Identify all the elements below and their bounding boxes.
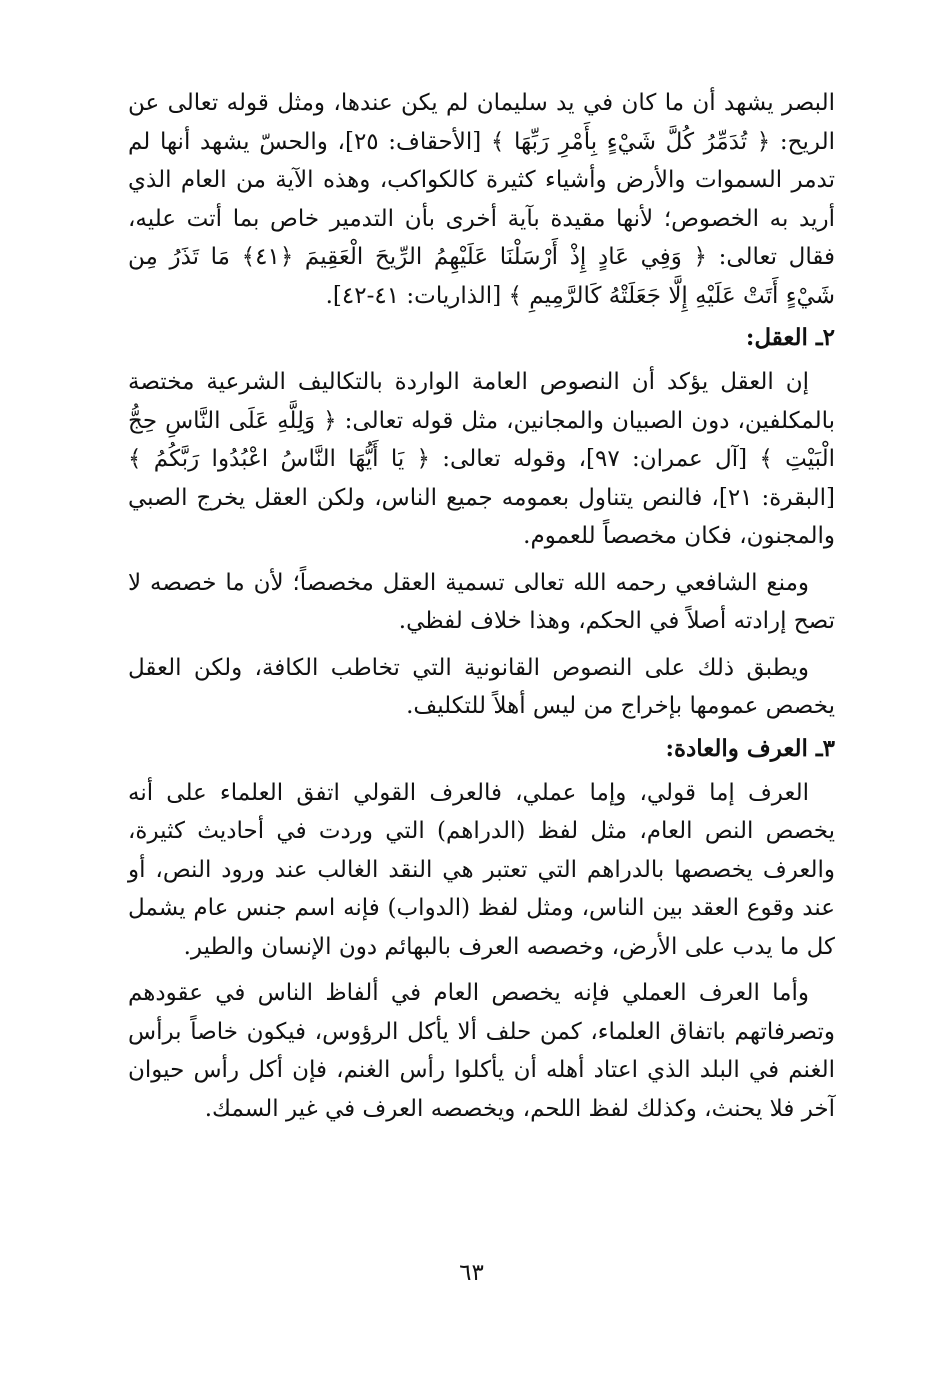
paragraph-shafii: ومنع الشافعي رحمه الله تعالى تسمية العقل مخصصاً؛ لأن ما خصصه لا تصح إرادته أصلاً في الحكم، وهذا خلاف لفظي.	[128, 569, 835, 634]
paragraph-legal-texts: ويطبق ذلك على النصوص القانونية التي تخاطب الكافة، ولكن العقل يخصص عمومها بإخراج من ليس أهلاً للتكليف.	[128, 654, 835, 719]
paragraph-gap	[128, 641, 835, 649]
paragraph-reason: إن العقل يؤكد أن النصوص العامة الواردة بالتكاليف الشرعية مختصة بالمكلفين، دون الصبيان والمجانين، مثل قوله تعالى: ﴿ وَلِلَّهِ عَلَى النَّاسِ حِجُّ الْبَيْتِ ﴾ [آل عمران: ٩٧]، وقوله تعالى: ﴿ يَا أَيُّهَا النَّاسُ اعْبُدُوا رَبَّكُمُ ﴾ [البقرة: ٢١]، فالنص يتناول بعمومه جميع الناس، ولكن العقل يخرج الصبي والمجنون، فكان مخصصاً للعموم.	[128, 369, 835, 549]
section-heading-custom: ٣ـ العرف والعادة:	[665, 734, 835, 762]
page-body	[128, 84, 835, 1128]
paragraph-senses-continued: البصر يشهد أن ما كان في يد سليمان لم يكن عندها، ومثل قوله تعالى عن الريح: ﴿ تُدَمِّرُ كُلَّ شَيْءٍ بِأَمْرِ رَبِّهَا ﴾ [الأحقاف: ٢٥]، والحسّ يشهد أنها لم تدمر السموات والأرض وأشياء كثيرة كالكواكب، وهذه الآية من العام الذي أريد به الخصوص؛ لأنها مقيدة بآية أخرى بأن التدمير خاص بما أتت عليه، فقال تعالى: ﴿ وَفِي عَادٍ إِذْ أَرْسَلْنَا عَلَيْهِمُ الرِّيحَ الْعَقِيمَ ﴿٤١﴾ مَا تَذَرُ مِن شَيْءٍ أَتَتْ عَلَيْهِ إِلَّا جَعَلَتْهُ كَالرَّمِيمِ ﴾ [الذاريات: ٤١-٤٢].	[128, 90, 836, 309]
paragraph-verbal-custom: العرف إما قولي، وإما عملي، فالعرف القولي اتفق العلماء على أنه يخصص النص العام، مثل لفظ (الدراهم) التي وردت في أحاديث كثيرة، والعرف يخصصها بالدراهم التي تعتبر هي النقد الغالب عند ورود النص، أو عند وقوع العقد بين الناس، ومثل لفظ (الدواب) فإنه اسم جنس عام يشمل كل ما يدب على الأرض، وخصصه العرف بالبهائم دون الإنسان والطير.	[128, 779, 835, 960]
paragraph-gap	[128, 556, 835, 564]
paragraph-practical-custom: وأما العرف العملي فإنه يخصص العام في ألفاظ الناس في عقودهم وتصرفاتهم باتفاق العلماء، كمن حلف ألا يأكل الرؤوس، فيكون خاصاً برأس الغنم في البلد الذي اعتاد أهله أن يأكلوا رأس الغنم، فإن أكل رأس حيوان آخر فلا يحنث، وكذلك لفظ اللحم، ويخصصه العرف في غير السمك.	[128, 980, 835, 1122]
page-number: ٦٣	[459, 1260, 484, 1286]
paragraph-gap	[128, 966, 835, 974]
section-heading-reason: ٢ـ العقل:	[745, 324, 835, 351]
